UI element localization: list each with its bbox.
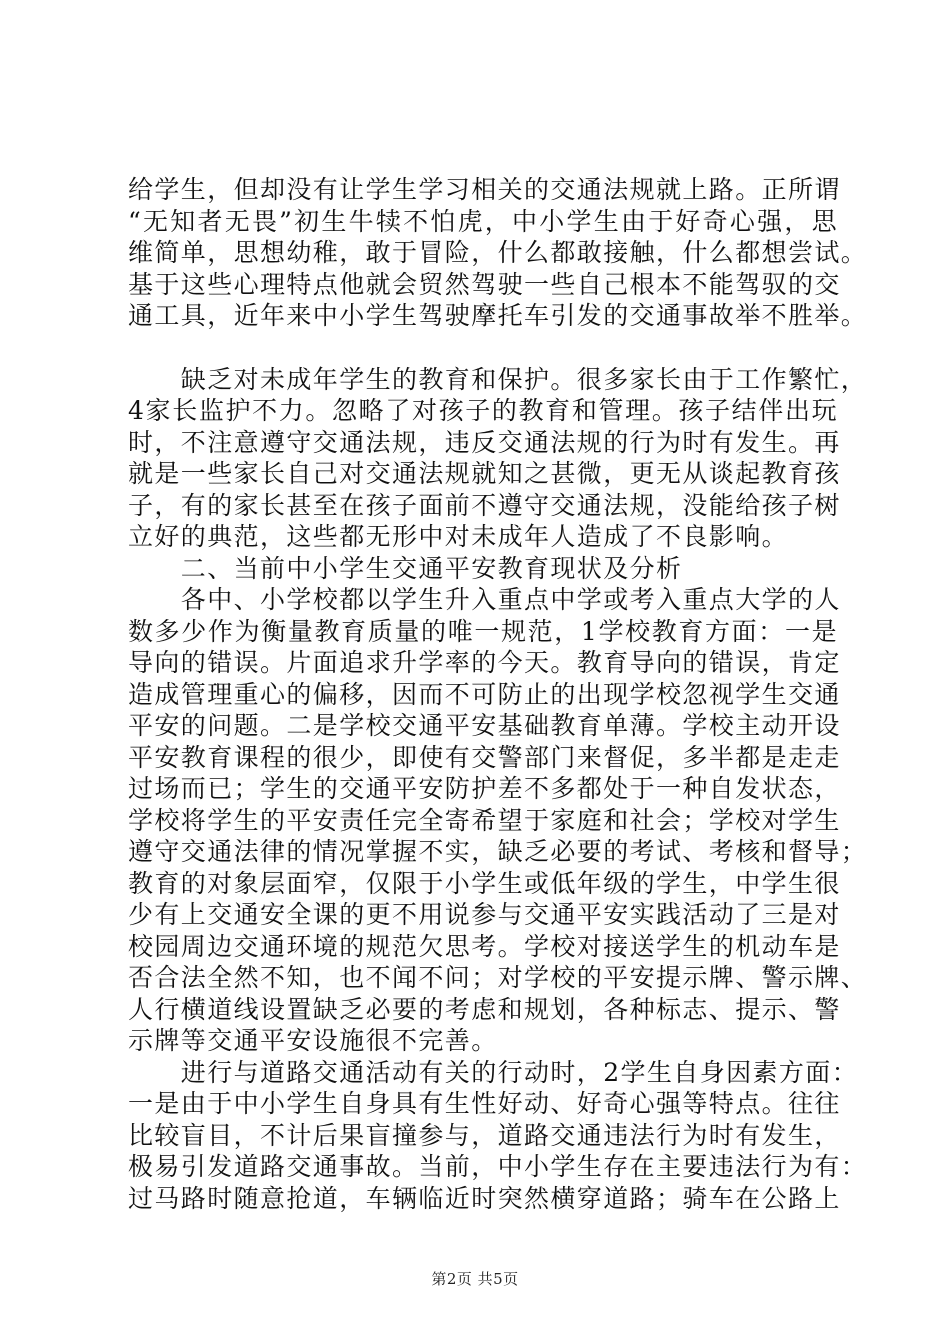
text-line: 示牌等交通平安设施很不完善。 [128,1026,498,1055]
text-line: 数多少作为衡量教育质量的唯一规范，1学校教育方面：一是 [128,616,838,646]
text-line: 一是由于中小学生自身具有生性好动、好奇心强等特点。往往 [128,1089,841,1118]
text-line: “无知者无畏”初生牛犊不怕虎，中小学生由于好奇心强，思 [128,206,838,236]
page-footer [0,1268,950,1289]
text-line: 少有上交通安全课的更不用说参与交通平安实践活动了三是对 [128,900,841,929]
text-line: 平安的问题。二是学校交通平安基础教育单薄。学校主动开设 [128,711,841,740]
text-line: 导向的错误。片面追求升学率的今天。教育导向的错误，肯定 [128,648,841,677]
text-line: 过马路时随意抢道，车辆临近时突然横穿道路；骑车在公路上 [128,1183,841,1213]
text-line: 极易引发道路交通事故。当前，中小学生存在主要违法行为有： [128,1152,868,1181]
text-line: 遵守交通法律的情况掌握不实，缺乏必要的考试、考核和督导； [128,837,868,866]
text-line: 基于这些心理特点他就会贸然驾驶一些自己根本不能驾驭的交 [128,269,841,299]
text-line: 人行横道线设置缺乏必要的考虑和规划，各种标志、提示、警 [128,994,841,1024]
text-line: 教育的对象层面窄，仅限于小学生或低年级的学生，中学生很 [128,868,841,898]
body-text [128,174,868,1214]
text-line: 子，有的家长甚至在孩子面前不遵守交通法规，没能给孩子树 [128,490,841,520]
text-line: 4家长监护不力。忽略了对孩子的教育和管理。孩子结伴出玩 [128,396,838,425]
text-line: 时，不注意遵守交通法规，违反交通法规的行为时有发生。再 [128,427,841,457]
text-line: 通工具，近年来中小学生驾驶摩托车引发的交通事故举不胜举。 [128,301,868,330]
text-line: 缺乏对未成年学生的教育和保护。很多家长由于工作繁忙， [128,364,868,394]
text-line: 平安教育课程的很少，即使有交警部门来督促，多半都是走走 [128,742,841,772]
text-line: 学校将学生的平安责任完全寄希望于家庭和社会；学校对学生 [128,805,841,835]
text-line: 比较盲目，不计后果盲撞参与，道路交通违法行为时有发生， [128,1120,841,1150]
text-line: 维简单，思想幼稚，敢于冒险，什么都敢接触，什么都想尝试。 [128,238,868,267]
text-line: 造成管理重心的偏移，因而不可防止的出现学校忽视学生交通 [128,679,841,709]
page-number: 第2页 共5页 [431,1270,519,1288]
text-line: 否合法全然不知，也不闻不问；对学校的平安提示牌、警示牌、 [128,963,868,992]
text-line: 过场而已；学生的交通平安防护差不多都处于一种自发状态， [128,774,841,803]
text-line: 进行与道路交通活动有关的行动时，2学生自身因素方面： [128,1057,859,1087]
text-line: 给学生，但却没有让学生学习相关的交通法规就上路。正所谓 [128,175,841,204]
paragraph-block-2 [128,364,868,1215]
text-line: 校园周边交通环境的规范欠思考。学校对接送学生的机动车是 [128,931,841,961]
paragraph-block-1 [128,174,868,332]
paragraph-gap [128,332,838,364]
text-line: 立好的典范，这些都无形中对未成年人造成了不良影响。 [128,522,789,551]
text-line: 各中、小学校都以学生升入重点中学或考入重点大学的人 [128,585,841,614]
section-heading: 二、当前中小学生交通平安教育现状及分析 [128,553,683,583]
text-line: 就是一些家长自己对交通法规就知之甚微，更无从谈起教育孩 [128,459,841,488]
